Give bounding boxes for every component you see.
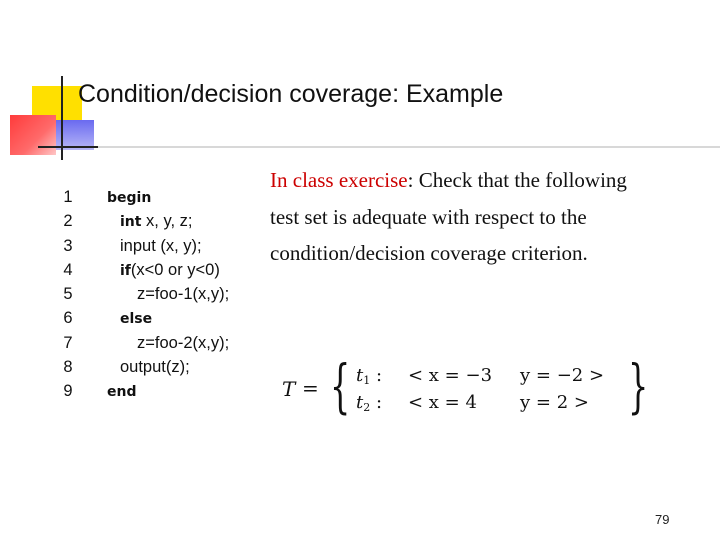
line-number: 6 [63,309,73,328]
code-keyword: int [120,214,142,231]
line-number: 4 [63,260,73,279]
line-number: 1 [63,188,73,206]
code-text: z=foo-1(x,y); [137,285,230,304]
code-keyword: else [120,311,153,328]
line-number: 7 [63,333,73,352]
right-brace: } [628,352,649,420]
title-decoration-red [10,115,56,155]
code-text [120,306,152,331]
line-number: 2 [63,212,73,231]
test-id: t1 : [356,365,383,387]
title-vertical-rule [61,76,63,160]
code-text: z=foo-2(x,y); [137,333,230,352]
code-keyword: end [107,384,137,401]
code-text: if(x<0 or y<0) [120,260,220,279]
page-number: 79 [655,512,670,527]
test-id: t2 : [356,392,383,414]
code-text: int x, y, z; [120,212,193,231]
exercise-text [270,162,630,272]
test-set-name: T [282,377,296,401]
test-x-value: < x = 4 [408,392,477,413]
line-number: 9 [63,382,73,401]
line-number: 8 [63,358,73,377]
test-x-value: < x = −3 [408,365,493,386]
code-text [107,379,136,404]
line-number: 5 [63,285,73,304]
title-underline [38,146,720,148]
exercise-body: : Check that the following test set is adequate with respect to the condition/decision coverage criterion. [270,168,627,265]
code-text: output(z); [120,358,190,377]
test-set-formula [282,352,652,422]
title-underline-accent [38,146,98,148]
test-y-value: y = −2 > [520,365,605,386]
left-brace: { [330,352,351,420]
exercise-label: In class exercise [270,168,408,192]
code-keyword: if [120,262,131,279]
code-text [107,185,151,210]
test-y-value: y = 2 > [520,392,589,413]
code-text: input (x, y); [120,236,202,255]
line-number: 3 [63,236,73,255]
code-keyword: begin [107,190,152,206]
equals-sign: = [302,376,319,400]
slide-title: Condition/decision coverage: Example [78,80,504,108]
